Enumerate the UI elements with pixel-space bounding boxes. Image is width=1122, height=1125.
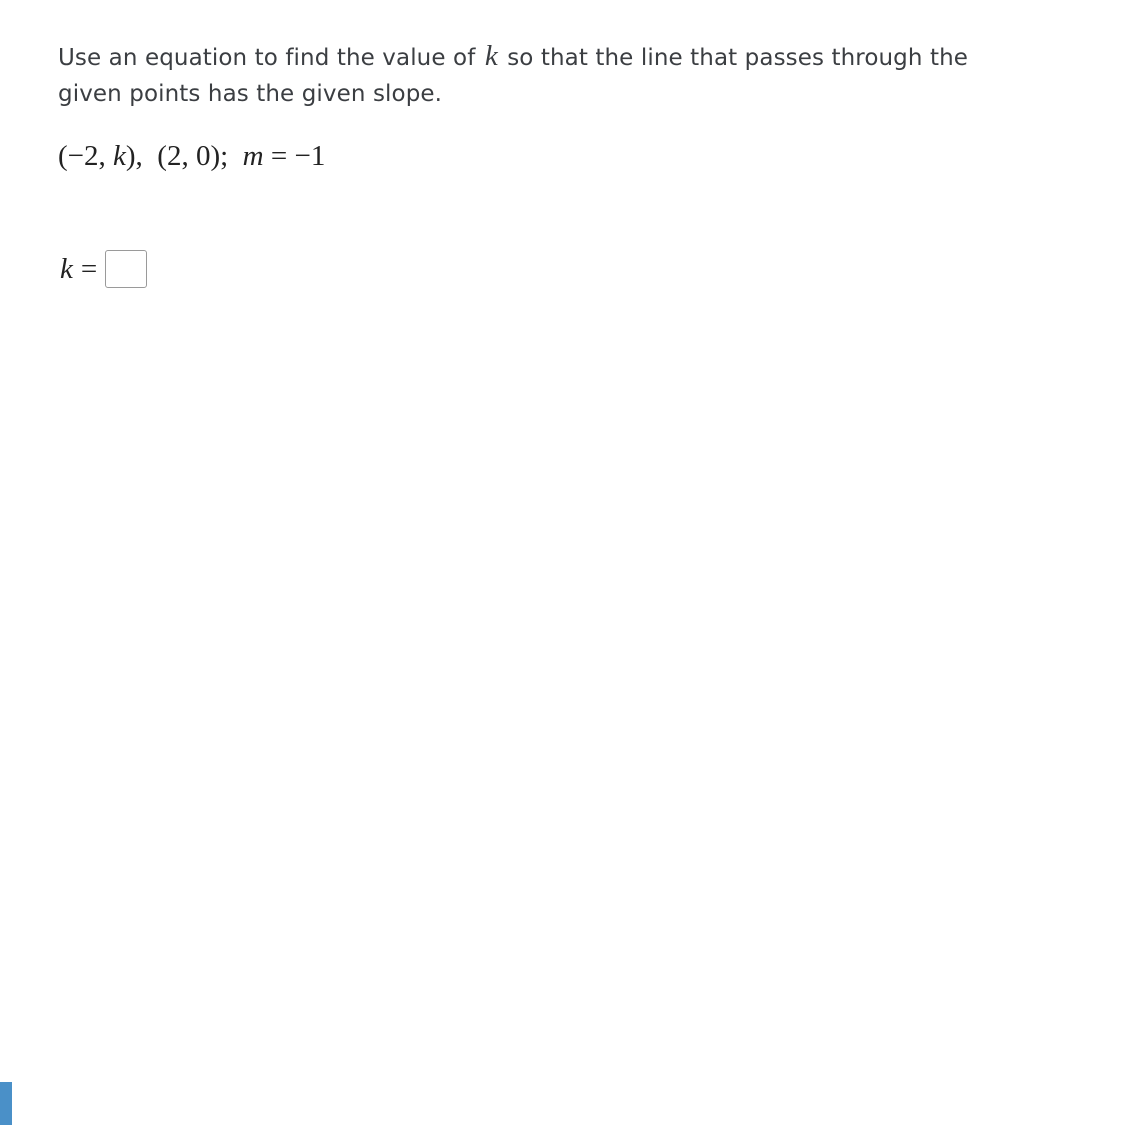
answer-equals: = [80, 252, 98, 285]
prompt-text-after: so that the line that passes through the given points has the given slope. [58, 45, 969, 107]
answer-row [60, 246, 147, 292]
answer-input[interactable] [105, 250, 147, 288]
answer-variable: k [60, 252, 73, 285]
point2-text: ), (2, 0); [125, 140, 243, 172]
slope-value: = −1 [263, 140, 326, 172]
question-prompt [58, 38, 1038, 112]
slope-variable: m [242, 140, 264, 172]
prompt-variable: k [484, 40, 498, 72]
point1-variable: k [113, 140, 126, 172]
given-points-and-slope [58, 134, 325, 178]
problem-statement [58, 38, 1038, 112]
point1-open: (−2, [58, 140, 114, 172]
prompt-text-before: Use an equation to find the value of [58, 45, 483, 71]
corner-accent-bar [0, 1082, 12, 1125]
